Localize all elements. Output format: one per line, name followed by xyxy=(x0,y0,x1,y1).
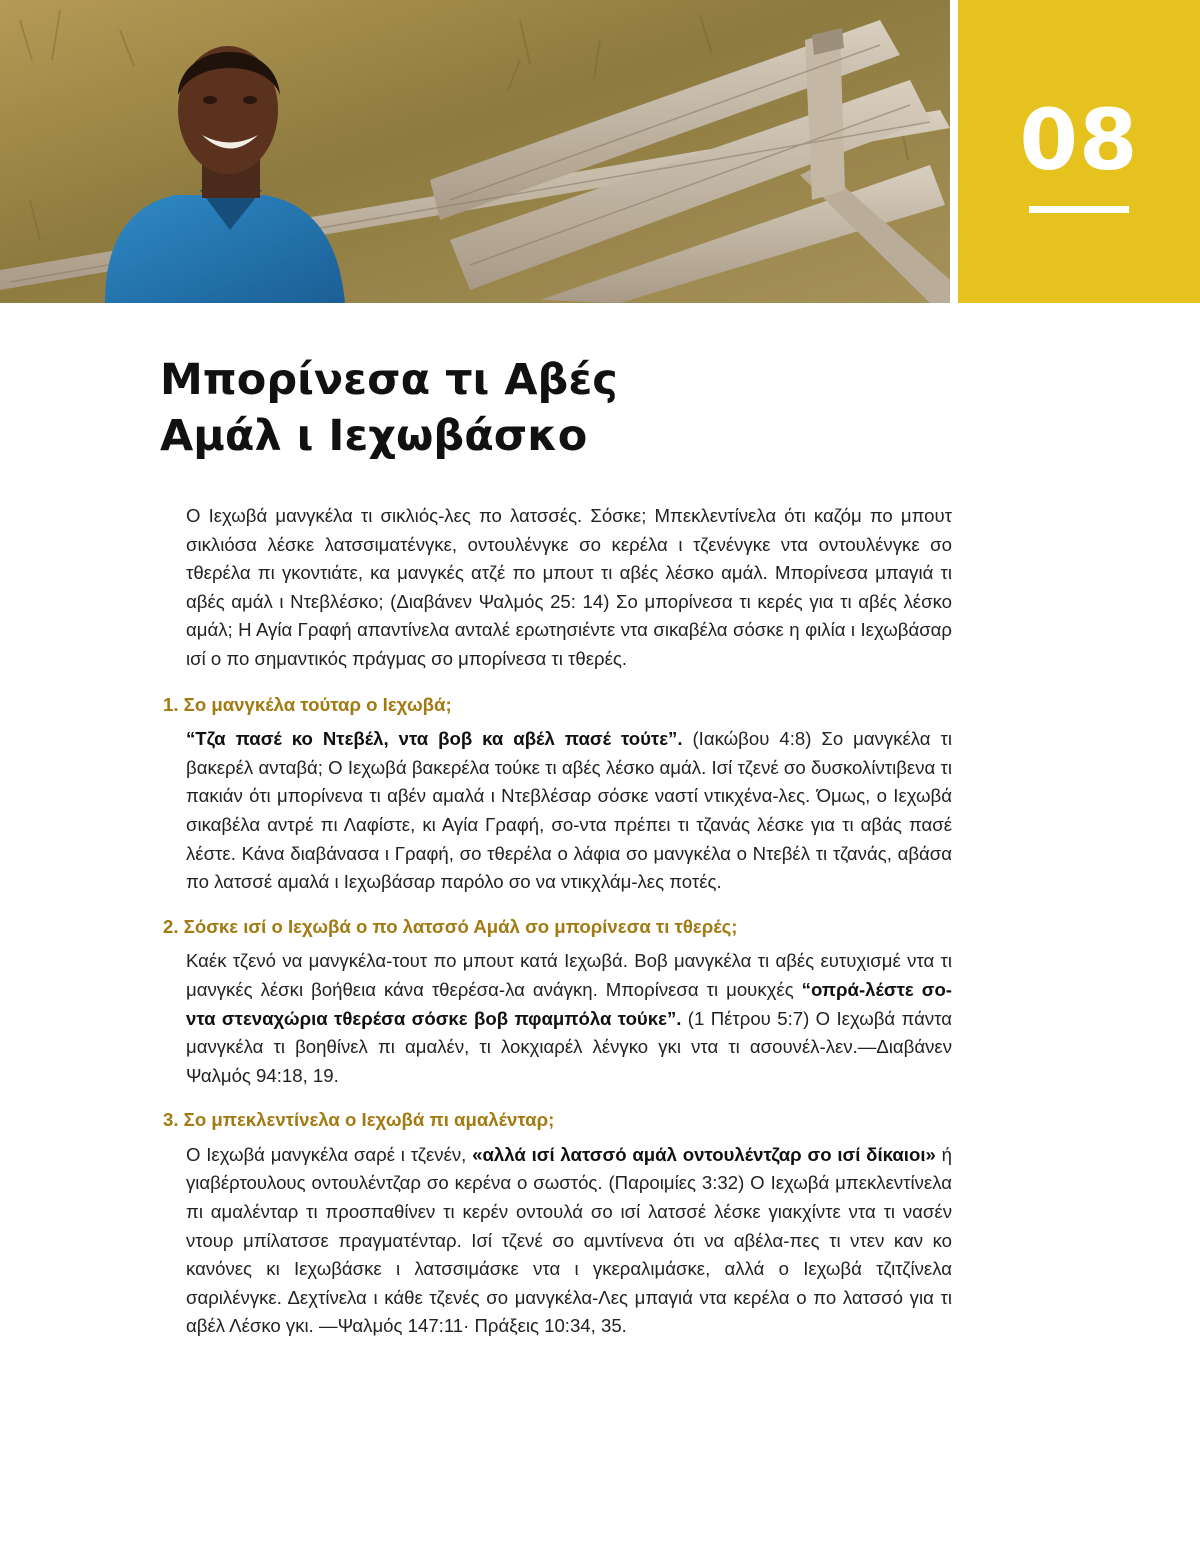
section-3-quote: «αλλά ισί λατσσό αμάλ οντουλέντζαρ σο ισί δίκαιοι» xyxy=(472,1143,936,1165)
title-line-2: Αμάλ ι Ιεχωβάσκο xyxy=(160,411,588,461)
section-2-quote: “οπρά-λέστε σο-ντα στεναχώρια τθερέσα σόσκε βοβ πφαμπόλα τούκε”. xyxy=(186,978,952,1029)
section-1-paragraph xyxy=(186,725,952,897)
section-3-heading: 3. Σο μπεκλεντίνελα ο Ιεχωβά πι αμαλένταρ; xyxy=(163,1109,555,1131)
page-title xyxy=(160,352,618,464)
section-3-paragraph xyxy=(186,1141,952,1341)
section-2-paragraph xyxy=(186,947,952,1090)
section-1-text: (Ιακώβου 4:8) Σο μανγκέλα τι βακερέλ ανταβά; Ο Ιεχωβά βακερέλα τούκε τι αβές λέσκο αμάλ. Ισί τζενέ σο δυσκολίντιβενα τι πακιάν ότι μπορίνενα τι αβέν αμαλά ι Ντεβλέσαρ σόσκε ναστί ντικχένα-λες. Όμως, ο Ιεχωβά σικαβέλα αντρέ πι Λαφίστε, κι Αγία Γραφή, σο-ντα πρέπει τι τζανάς λέσκε για τι αβάς πασέ λέστε. Κάνα διαβάνασα ι Γραφή, σο τθερέλα ο λάφια σο μανγκέλα ο Ντεβέλ τι τζανάς, αβάσα πο λατσσέ αμαλά ι Ιεχωβάσαρ παρόλο σο να ντικχλάμ-λες ποτές. xyxy=(186,728,952,893)
chapter-underline xyxy=(1029,206,1129,213)
section-1-heading: 1. Σο μανγκέλα τούταρ ο Ιεχωβά; xyxy=(163,693,452,715)
section-2 xyxy=(163,913,952,1091)
chapter-number: 08 xyxy=(1019,91,1139,189)
section-2-text-a: Καέκ τζενό να μανγκέλα-τουτ πο μπουτ κατά Ιεχωβά. Βοβ μανγκέλα τι αβές ευτυχισμέ ντα τι μανγκές λέσκι βοήθεια κάνα τθερέσα-λα ανάγκη. Μπορίνεσα τι μουκχές xyxy=(186,950,952,1000)
section-1 xyxy=(163,691,952,897)
section-3 xyxy=(163,1106,952,1341)
hero-photo xyxy=(0,0,950,303)
lesson-body xyxy=(163,502,952,1357)
intro-paragraph: Ο Ιεχωβά μανγκέλα τι σικλιός-λες πο λατσσές. Σόσκε; Μπεκλεντίνελα ότι καζόμ πο μπουτ σικλιόσα λέσκε λατσσιματένγκε, οντουλένγκε σο κερέλα ι τζενένγκε ντα οντουλένγκε σο τθερέλα πι γκοντιάτε, κα μανγκές ατζέ πο μπουτ τι αβές λέσκο αμάλ. Μπορίνεσα μπαγιά τι αβές αμάλ ι Ντεβλέσκο; (Διαβάνεν Ψαλμός 25: 14) Σο μπορίνεσα τι κερές για τι αβές λέσκο αμάλ; Η Αγία Γραφή απαντίνελα ανταλέ ερωτησιέντε ντα σικαβέλα σόσκε η φιλία ι Ιεχωβάσαρ ισί ο πο σημαντικός πράγμας σο μπορίνεσα τι τθερές. xyxy=(186,505,952,669)
section-3-text-a: Ο Ιεχωβά μανγκέλα σαρέ ι τζενέν, xyxy=(186,1143,473,1165)
title-line-1: Μπορίνεσα τι Αβές xyxy=(160,355,618,405)
section-2-heading: 2. Σόσκε ισί ο Ιεχωβά ο πο λατσσό Αμάλ σο μπορίνεσα τι τθερές; xyxy=(163,915,738,937)
section-3-text-b: ή γιαβέρτουλους οντουλέντζαρ σο κερένα ο σωστός. (Παροιμίες 3:32) Ο Ιεχωβά μπεκλεντίνελα πι αμαλένταρ τι προσπαθίνεν τι κερέν οντουλά σο ισί λατσσέ λέσκε γιακχίντε ντα τι νασέν ντουρ μπίλατσσε πραγματένταρ. Ισί τζενέ σο αμντίνενα ότι να αβέλα-πες τι ντεν καν κο κανόνες κι Ιεχωβάσκε ι λατσσιμάσκε ντα ι γκεραλιμάσκε, αλλά ο Ιεχωβά τζιτζίνελα σαριλένγκε. Δεχτίνελα ι κάθε τζενές σο μανγκέλα-Λες μπαγιά ντα κερέλα ο πο λατσσό για τι αβέλ Λέσκο γκι. —Ψαλμός 147:11· Πράξεις 10:34, 35. xyxy=(186,1143,952,1337)
chapter-badge xyxy=(958,0,1200,303)
section-2-text-b: (1 Πέτρου 5:7) Ο Ιεχωβά πάντα μανγκέλα τι βοηθίνελ πι αμαλέν, τι λοκχιαρέλ λένγκο γκι ντα τι ασουνέλ-λεν.—Διαβάνεν Ψαλμός 94:18, 19. xyxy=(186,1007,952,1086)
section-1-quote: “Τζα πασέ κο Ντεβέλ, ντα βοβ κα αβέλ πασέ τούτε”. xyxy=(186,728,683,750)
